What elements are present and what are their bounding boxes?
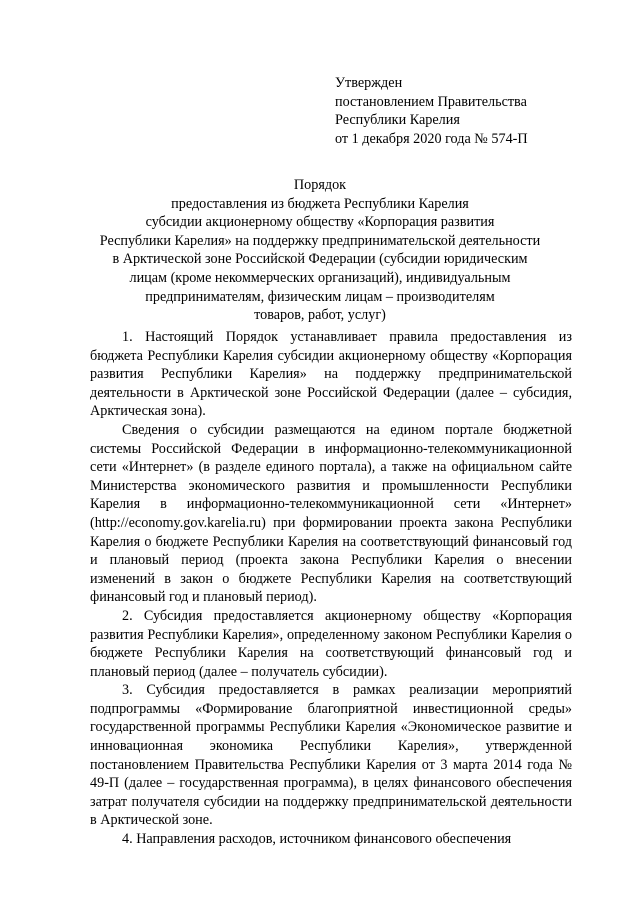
title-line: предоставления из бюджета Республики Карелия — [171, 195, 469, 212]
paragraph-3: 3. Субсидия предоставляется в рамках реализации мероприятий подпрограммы «Формирование благоприятной инвестиционной среды» государственной программы Республики Карелия «Экономическое развитие и инновационная экономика Республики Карелия», утвержденной постановлением Правительства Республики Карелия от 3 марта 2014 года № 49-П (далее – государственная программа), в целях финансового обеспечения затрат получателя субсидии на поддержку предпринимательской деятельности в Арктической зоне. — [90, 682, 572, 829]
paragraph-info: Сведения о субсидии размещаются на едином портале бюджетной системы Российской Федерации в информационно-телекоммуникационной сети «Интернет» (в разделе единого портала), а также на официальном сайте Министерства экономического развития и промышленности Республики Карелия в информационно-телекоммуникационной сети «Интернет» (http://economy.gov.karelia.ru) при формировании проекта закона Республики Карелия о бюджете Республики Карелия на соответствующий финансовый год и плановый период (проекта закона Республики Карелия о внесении изменений в закон о бюджете Республики Карелия на соответствующий финансовый год и плановый период). — [90, 421, 572, 606]
paragraph-2: 2. Субсидия предоставляется акционерному обществу «Корпорация развития Республики Карелия», определенному законом Республики Карелия о бюджете Республики Карелия на соответствующий финансовый год и плановый период (далее – получатель субсидии). — [90, 607, 572, 680]
paragraph-4: 4. Направления расходов, источником финансового обеспечения — [122, 831, 512, 848]
document-title — [70, 176, 570, 325]
title-line: предпринимателям, физическим лицам – производителям — [145, 288, 495, 305]
approval-line: постановлением Правительства — [335, 93, 527, 110]
approval-line: от 1 декабря 2020 года № 574-П — [335, 130, 528, 147]
title-line: Республики Карелия» на поддержку предпринимательской деятельности — [99, 232, 541, 249]
approval-line: Утвержден — [335, 75, 403, 91]
approval-stamp — [335, 74, 528, 148]
document-body — [90, 328, 572, 849]
title-line: в Арктической зоне Российской Федерации (субсидии юридическим — [112, 251, 528, 268]
paragraph-1: 1. Настоящий Порядок устанавливает правила предоставления из бюджета Республики Карелия субсидии акционерному обществу «Корпорация развития Республики Карелия» на поддержку предпринимательской деятельности в Арктической зоне Российской Федерации (далее – субсидия, Арктическая зона). — [90, 329, 572, 420]
title-line: Порядок — [293, 177, 347, 193]
title-line: товаров, работ, услуг) — [254, 307, 386, 324]
approval-line: Республики Карелия — [335, 112, 460, 129]
title-line: субсидии акционерному обществу «Корпорация развития — [145, 214, 495, 231]
title-line: лицам (кроме некоммерческих организаций), индивидуальным — [129, 269, 511, 286]
